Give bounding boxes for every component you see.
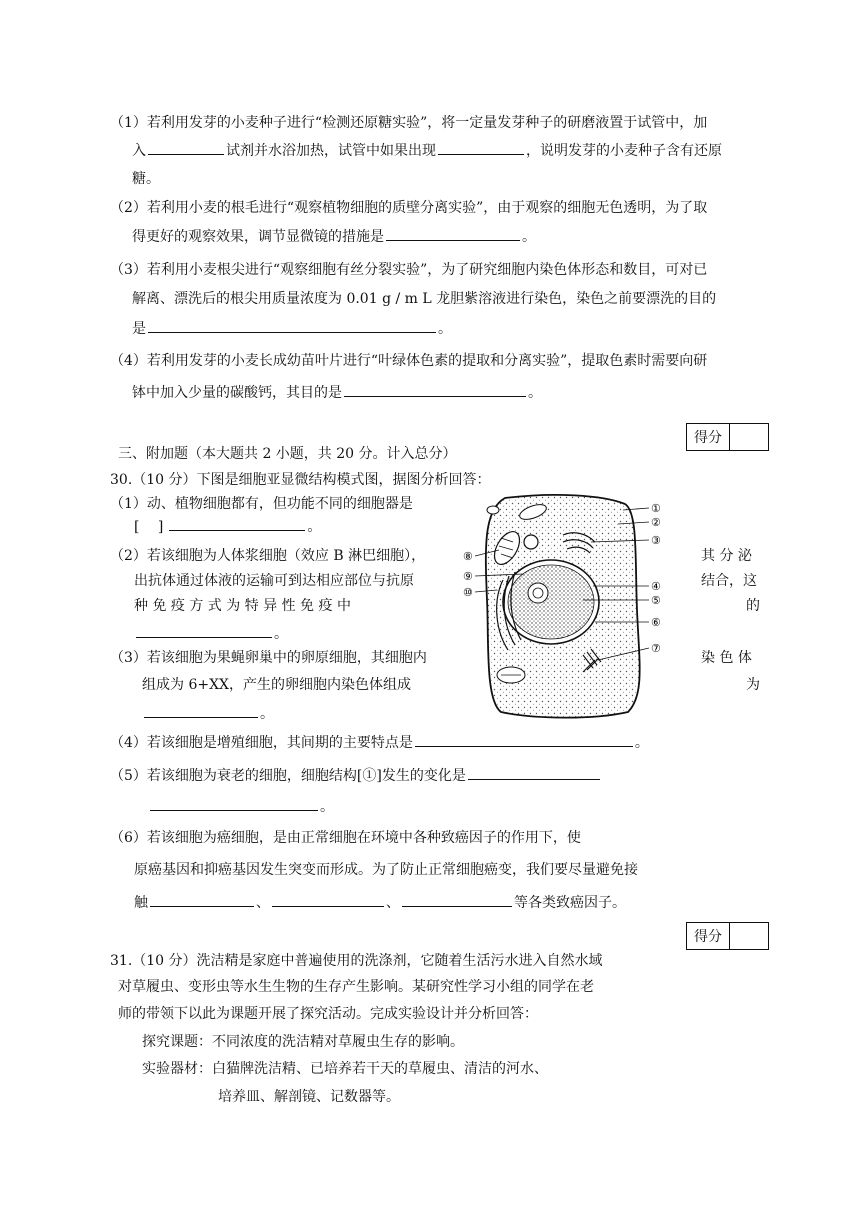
answer-blank[interactable] xyxy=(468,765,600,780)
q31-line2: 对草履虫、变形虫等水生生物的生存产生影响。某研究性学习小组的同学在老 xyxy=(118,979,594,995)
text: 。 xyxy=(438,321,452,337)
answer-blank[interactable] xyxy=(386,226,520,241)
answer-blank[interactable] xyxy=(148,318,436,333)
text: 钵中加入少量的碳酸钙，其目的是 xyxy=(132,385,342,401)
text: 触 xyxy=(134,895,148,911)
q30-s3-line2-right: 为 xyxy=(746,677,760,693)
nucleolus xyxy=(528,583,548,603)
text: 。 xyxy=(320,799,334,815)
q30-s6-line2: 原癌基因和抑癌基因发生突变而形成。为了防止正常细胞癌变，我们要尽量避免接 xyxy=(134,862,638,878)
label-7: ⑦ xyxy=(651,642,661,655)
answer-blank[interactable] xyxy=(150,892,254,907)
text: 。 xyxy=(522,229,536,245)
section-3-heading: 三、附加题（本大题共 2 小题，共 20 分。计入总分） xyxy=(118,446,457,462)
q29-p1-line1: （1）若利用发芽的小麦种子进行“检测还原糖实验”，将一定量发芽种子的研磨液置于试管中，加 xyxy=(110,115,708,131)
score-box xyxy=(686,922,769,950)
q29-p4-line2 xyxy=(132,382,542,402)
answer-blank[interactable] xyxy=(344,382,526,397)
nucleus-interior xyxy=(508,565,594,639)
score-entry[interactable] xyxy=(730,424,768,450)
text: （5）若该细胞为衰老的细胞，细胞结构[①]发生的变化是 xyxy=(110,768,466,784)
q29-p2-line2 xyxy=(132,226,536,246)
q30-s5-line2 xyxy=(148,796,334,816)
q31-line3: 师的带领下以此为课题开展了探究活动。完成实验设计并分析回答： xyxy=(118,1006,538,1022)
label-4: ④ xyxy=(651,580,661,593)
score-box xyxy=(686,423,769,451)
q31-line6: 培养皿、解剖镜、记数器等。 xyxy=(218,1089,400,1105)
q30-s2-line3: 种 免 疫 方 式 为 特 异 性 免 疫 中 xyxy=(134,598,351,614)
q29-p3-line1: （3）若利用小麦根尖进行“观察细胞有丝分裂实验”，为了研究细胞内染色体形态和数目，可对已 xyxy=(110,262,708,278)
score-label: 得分 xyxy=(687,424,730,450)
text: 。 xyxy=(634,735,649,751)
label-5: ⑤ xyxy=(651,594,661,607)
cell-structure-diagram xyxy=(463,490,693,720)
q29-p3-line3 xyxy=(132,318,452,338)
text: 入 xyxy=(132,143,146,159)
q30-s2-line3-right: 的 xyxy=(746,598,760,614)
label-8: ⑧ xyxy=(463,550,473,563)
text: 、 xyxy=(256,895,270,911)
q30-s3-line1: （3）若该细胞为果蝇卵巢中的卵原细胞，其细胞内 xyxy=(110,650,427,666)
answer-blank[interactable] xyxy=(150,796,318,811)
q31-line5: 实验器材：白猫牌洗洁精、已培养若干天的草履虫、清洁的河水、 xyxy=(142,1061,548,1077)
text: 。 xyxy=(528,385,542,401)
q30-s3-line3 xyxy=(142,703,274,723)
answer-blank[interactable] xyxy=(148,140,224,155)
answer-blank[interactable] xyxy=(169,516,305,531)
score-label: 得分 xyxy=(687,923,730,949)
text: ，说明发芽的小麦种子含有还原 xyxy=(526,143,722,159)
label-6: ⑥ xyxy=(651,616,661,629)
text: （4）若该细胞是增殖细胞，其间期的主要特点是 xyxy=(110,735,413,751)
q31-line1: 31.（10 分）洗洁精是家庭中普遍使用的洗涤剂，它随着生活污水进入自然水域 xyxy=(110,953,603,969)
q30-s2-line2: 出抗体通过体液的运输可到达相应部位与抗原 xyxy=(134,573,414,589)
answer-blank[interactable] xyxy=(438,140,524,155)
label-10: ⑩ xyxy=(463,586,473,599)
q29-p1-line3: 糖。 xyxy=(132,171,160,187)
q29-p1-line2 xyxy=(132,140,722,160)
label-3: ③ xyxy=(651,534,661,547)
q30-s2-line1: （2）若该细胞为人体浆细胞（效应 B 淋巴细胞）， xyxy=(110,548,426,564)
q30-s3-line2: 组成为 6+XX，产生的卵细胞内染色体组成 xyxy=(142,677,412,693)
answer-blank[interactable] xyxy=(144,703,258,718)
q29-p2-line1: （2）若利用小麦的根毛进行“观察植物细胞的质壁分离实验”，由于观察的细胞无色透明，为了取 xyxy=(110,200,708,216)
q30-s2-line4 xyxy=(134,623,288,643)
vesicle xyxy=(524,535,538,549)
q30-s5-line1 xyxy=(110,765,602,785)
answer-blank[interactable] xyxy=(272,892,384,907)
answer-blank[interactable] xyxy=(415,732,633,747)
q30-s2-line1-right: 其 分 泌 xyxy=(701,548,752,564)
text: 。 xyxy=(260,706,274,722)
label-9: ⑨ xyxy=(463,570,473,583)
text: 等各类致癌因子。 xyxy=(514,895,626,911)
text: 。 xyxy=(274,626,288,642)
q30-s1-line1: （1）动、植物细胞都有，但功能不同的细胞器是 xyxy=(110,496,413,512)
q30-title: 30.（10 分）下图是细胞亚显微结构模式图，据图分析回答： xyxy=(110,472,491,488)
q30-s2-line2-right: 结合，这 xyxy=(701,573,757,589)
text: 。 xyxy=(307,519,322,535)
label-2: ② xyxy=(651,516,661,529)
text: 试剂并水浴加热，试管中如果出现 xyxy=(226,143,436,159)
q29-p3-line2: 解离、漂洗后的根尖用质量浓度为 0.01 g / m L 龙胆紫溶液进行染色，染色之前要漂洗的目的 xyxy=(132,291,717,307)
q30-s1-line2 xyxy=(134,516,321,536)
answer-blank[interactable] xyxy=(402,892,512,907)
q30-s4 xyxy=(110,732,649,752)
q31-line4: 探究课题：不同浓度的洗洁精对草履虫生存的影响。 xyxy=(142,1034,464,1050)
answer-blank[interactable] xyxy=(136,623,272,638)
score-entry[interactable] xyxy=(730,923,768,949)
text: 得更好的观察效果，调节显微镜的措施是 xyxy=(132,229,384,245)
text: 、 xyxy=(386,895,400,911)
label-1: ① xyxy=(651,502,661,515)
q30-s6-line1: （6）若该细胞为癌细胞，是由正常细胞在环境中各种致癌因子的作用下，使 xyxy=(110,830,581,846)
q29-p4-line1: （4）若利用发芽的小麦长成幼苗叶片进行“叶绿体色素的提取和分离实验”，提取色素时需要向研 xyxy=(110,353,708,369)
q30-s6-line3 xyxy=(134,892,626,912)
q30-s3-line1-right: 染 色 体 xyxy=(701,650,752,666)
bracket: [ ] xyxy=(134,519,164,535)
text: 是 xyxy=(132,321,146,337)
